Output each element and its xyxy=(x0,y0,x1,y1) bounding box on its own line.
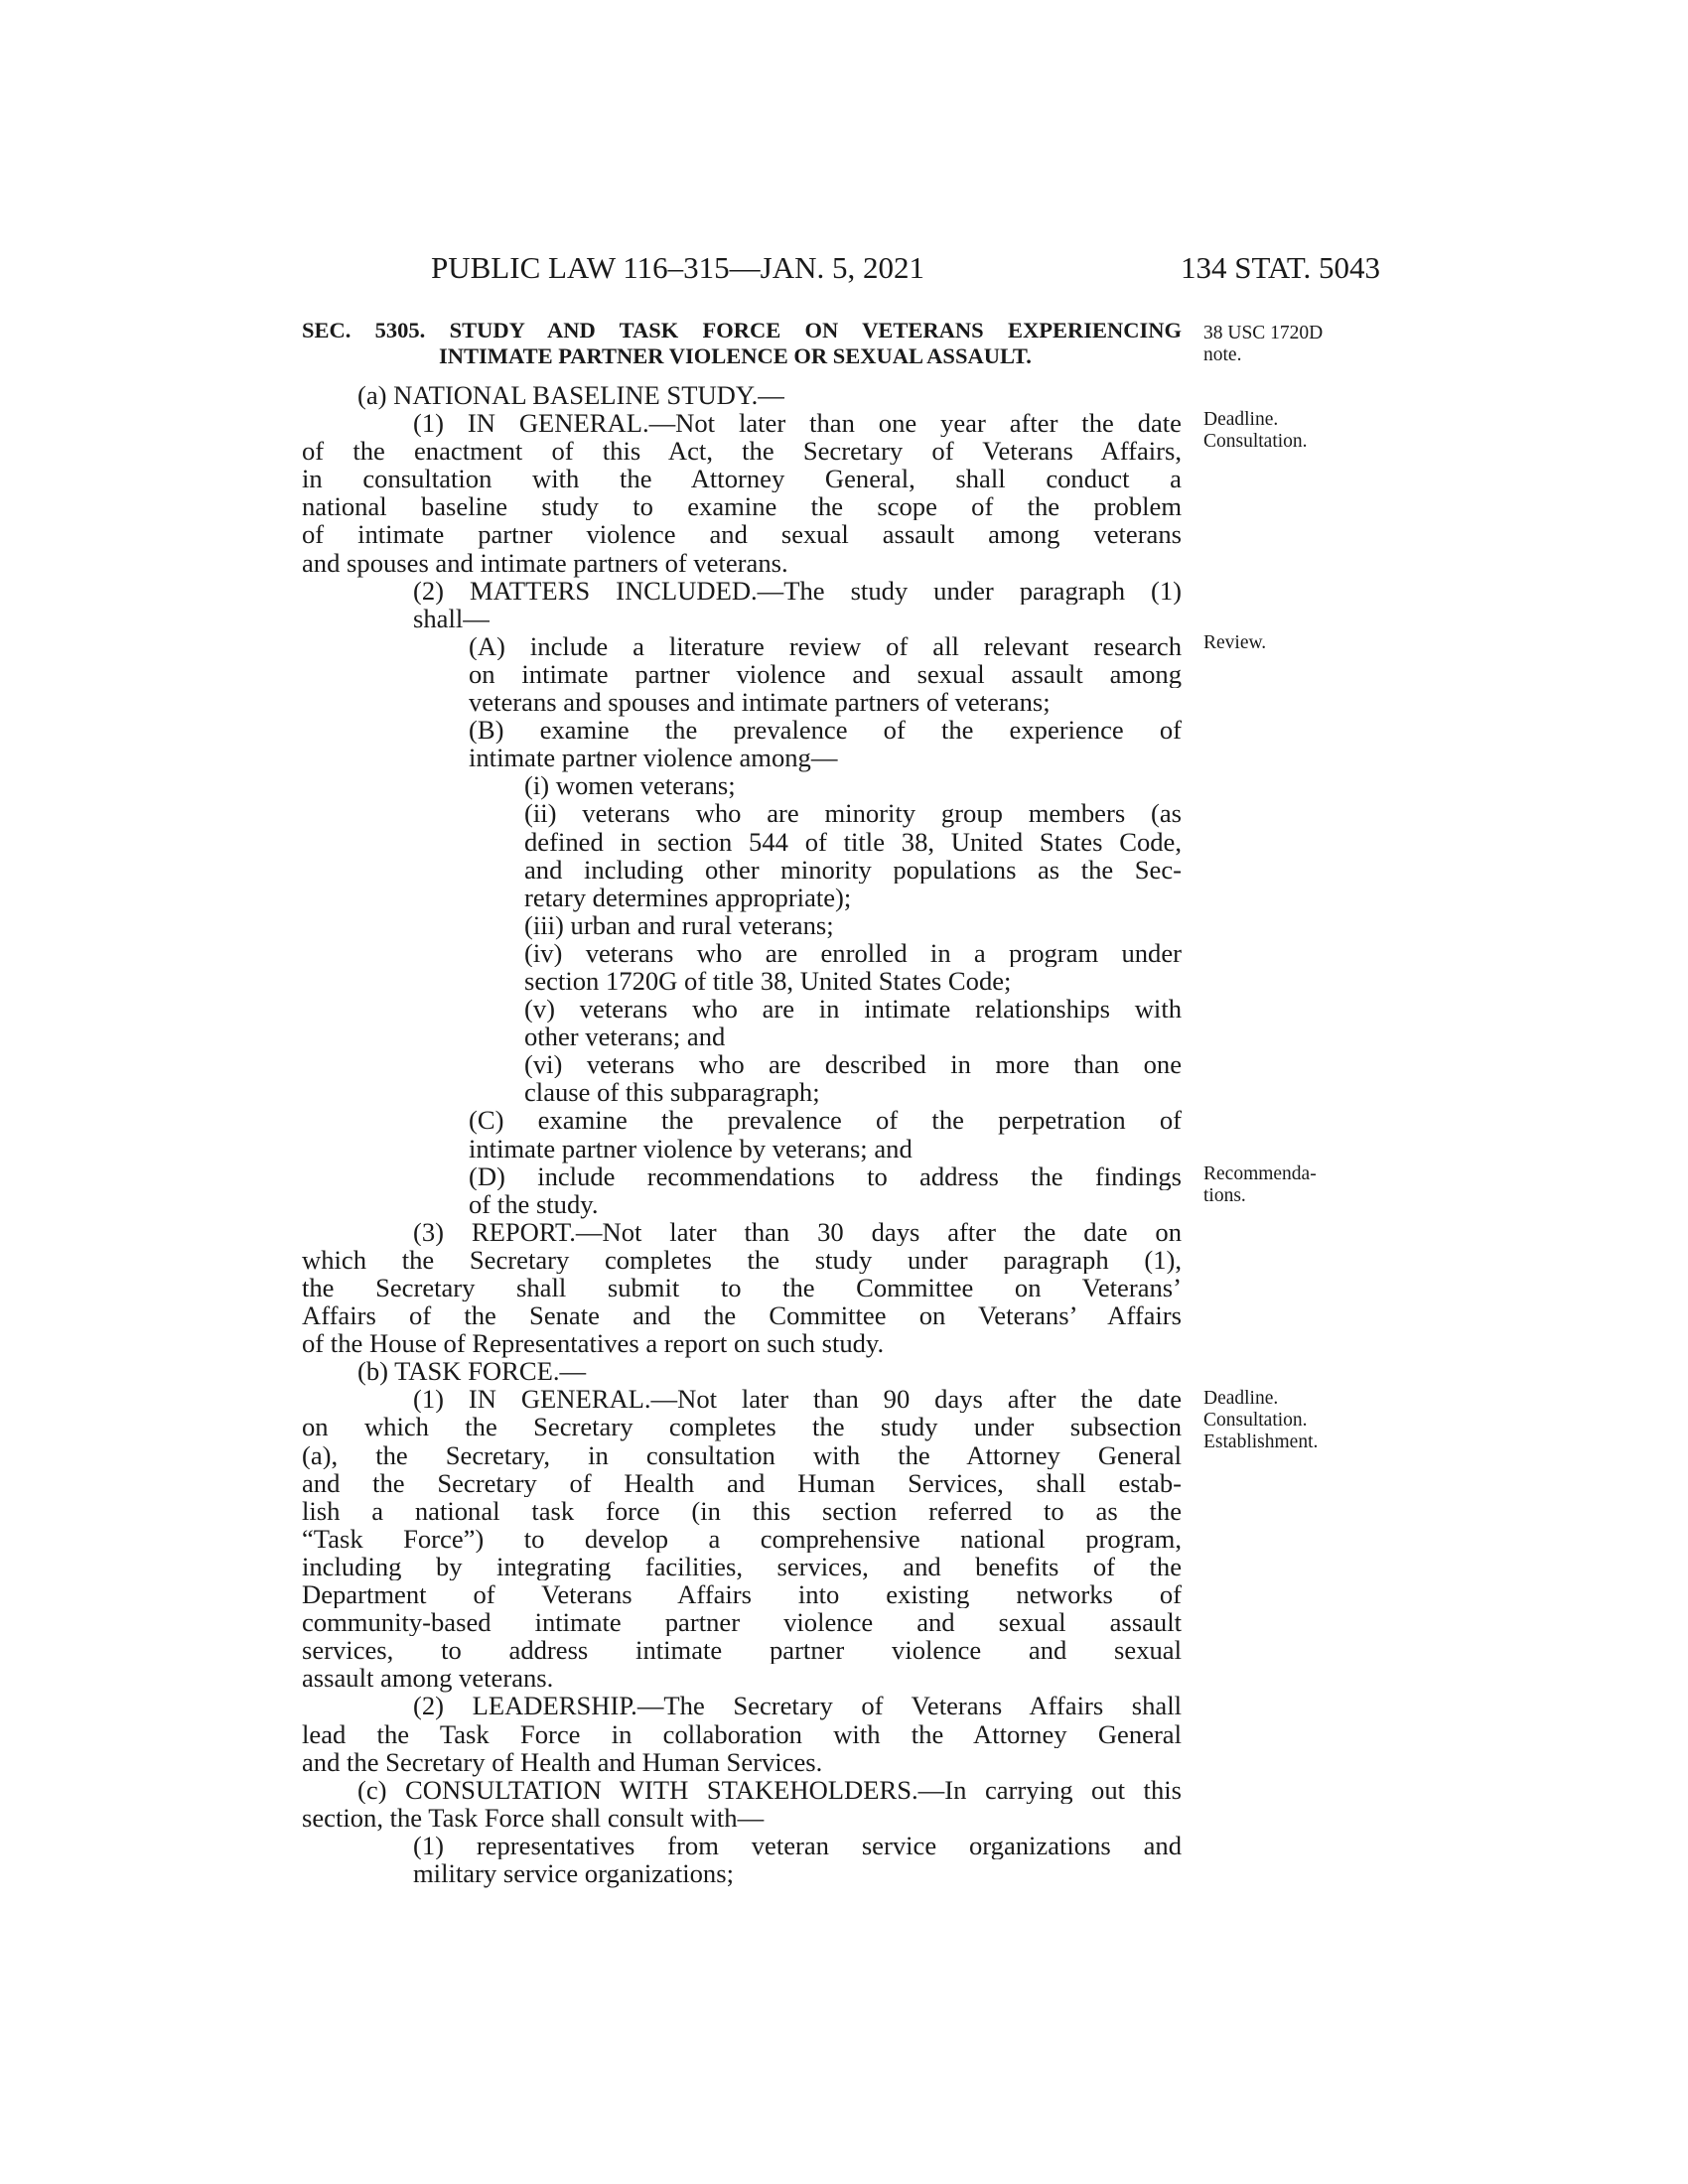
text-line: defined in section 544 of title 38, United States Code, xyxy=(524,827,1182,856)
text-line: in consultation with the Attorney General, shall conduct a xyxy=(302,465,1182,493)
text-line: (1) IN GENERAL.—Not later than one year after the date xyxy=(413,409,1182,438)
text-line: (iii) urban and rural veterans; xyxy=(524,909,834,940)
text-line: (v) veterans who are in intimate relationships with xyxy=(524,995,1182,1024)
text-line: section 1720G of title 38, United States Code; xyxy=(524,965,1012,996)
text-line: and the Secretary of Health and Human Services, shall estab- xyxy=(302,1468,1182,1497)
text-line: lead the Task Force in collaboration with the Attorney General xyxy=(302,1719,1182,1748)
text-line: and including other minority populations as the Sec- xyxy=(524,855,1182,884)
margin-note-line: Review. xyxy=(1203,632,1267,653)
text-line: (2) MATTERS INCLUDED.—The study under paragraph (1) xyxy=(413,576,1182,605)
header-stat-page: 134 STAT. 5043 xyxy=(1180,250,1380,285)
text-line: (C) examine the prevalence of the perpetration of xyxy=(469,1106,1182,1135)
text-line: section, the Task Force shall consult with— xyxy=(302,1802,765,1833)
text-line: (A) include a literature review of all relevant research xyxy=(469,631,1182,660)
header-public-law: PUBLIC LAW 116–315—JAN. 5, 2021 xyxy=(431,250,924,285)
text-line: and the Secretary of Health and Human Services. xyxy=(302,1746,823,1777)
text-line: clause of this subparagraph; xyxy=(524,1077,820,1108)
margin-note-line: 38 USC 1720D xyxy=(1203,323,1324,343)
text-line: intimate partner violence by veterans; and xyxy=(469,1133,913,1163)
text-line: of intimate partner violence and sexual assault among veterans xyxy=(302,520,1182,549)
text-line: (B) examine the prevalence of the experience of xyxy=(469,716,1182,745)
margin-note-line: note. xyxy=(1203,344,1242,365)
text-line: (b) TASK FORCE.— xyxy=(357,1356,587,1387)
text-line: military service organizations; xyxy=(413,1857,734,1888)
text-line: of the enactment of this Act, the Secretary of Veterans Affairs, xyxy=(302,437,1182,466)
margin-note-line: Deadline. xyxy=(1203,409,1279,430)
section-text xyxy=(302,381,1182,1887)
text-line: which the Secretary completes the study under paragraph (1), xyxy=(302,1245,1182,1274)
margin-note-line: Consultation. xyxy=(1203,1410,1308,1431)
text-line: of the House of Representatives a report on such study. xyxy=(302,1328,885,1359)
text-line: retary determines appropriate); xyxy=(524,882,852,912)
text-line: Affairs of the Senate and the Committee on Veterans’ Affairs xyxy=(302,1301,1182,1330)
text-line: on intimate partner violence and sexual assault among xyxy=(469,659,1182,689)
margin-note-line: Establishment. xyxy=(1203,1432,1319,1452)
text-line: (iv) veterans who are enrolled in a program under xyxy=(524,938,1182,967)
text-line: (3) REPORT.—Not later than 30 days after the date on xyxy=(413,1217,1182,1246)
text-line: national baseline study to examine the scope of the problem xyxy=(302,492,1182,521)
text-line: (i) women veterans; xyxy=(524,770,736,801)
text-line: (c) CONSULTATION WITH STAKEHOLDERS.—In carrying out this xyxy=(357,1775,1182,1804)
margin-note-line: tions. xyxy=(1203,1185,1246,1206)
text-line: on which the Secretary completes the study under subsection xyxy=(302,1413,1182,1441)
margin-note-line: Deadline. xyxy=(1203,1388,1279,1409)
text-line: (ii) veterans who are minority group members (as xyxy=(524,799,1182,828)
margin-note-citation xyxy=(1203,323,1323,366)
text-line: community-based intimate partner violence and sexual assault xyxy=(302,1608,1182,1637)
margin-note-review xyxy=(1203,632,1266,654)
text-line: (a) NATIONAL BASELINE STUDY.— xyxy=(357,380,784,410)
text-line: of the study. xyxy=(469,1188,599,1219)
margin-note-deadline-consultation-establishment xyxy=(1203,1388,1318,1453)
margin-note-line: Consultation. xyxy=(1203,431,1308,452)
margin-note-line: Recommenda- xyxy=(1203,1163,1317,1184)
margin-note-recommendations xyxy=(1203,1163,1317,1207)
section-heading-line-1: SEC. 5305. STUDY AND TASK FORCE ON VETERANS EXPERIENCING xyxy=(302,318,1182,342)
text-line: veterans and spouses and intimate partners of veterans; xyxy=(469,687,1051,718)
text-line: (1) IN GENERAL.—Not later than 90 days after the date xyxy=(413,1385,1182,1414)
text-line: intimate partner violence among— xyxy=(469,743,838,773)
text-line: “Task Force”) to develop a comprehensive national program, xyxy=(302,1524,1182,1553)
text-line: including by integrating facilities, services, and benefits of the xyxy=(302,1552,1182,1581)
text-line: lish a national task force (in this section referred to as the xyxy=(302,1496,1182,1525)
text-line: other veterans; and xyxy=(524,1022,726,1052)
text-line: (vi) veterans who are described in more than one xyxy=(524,1050,1182,1079)
running-header xyxy=(302,250,1380,290)
text-line: (1) representatives from veteran service organizations and xyxy=(413,1831,1182,1859)
text-line: the Secretary shall submit to the Committee on Veterans’ xyxy=(302,1274,1182,1302)
text-line: Department of Veterans Affairs into existing networks of xyxy=(302,1580,1182,1609)
margin-note-deadline-consultation xyxy=(1203,409,1308,453)
text-line: (a), the Secretary, in consultation with the Attorney General xyxy=(302,1440,1182,1469)
section-heading-line-2: INTIMATE PARTNER VIOLENCE OR SEXUAL ASSAULT. xyxy=(439,343,1032,368)
text-line: services, to address intimate partner violence and sexual xyxy=(302,1636,1182,1665)
text-line: (2) LEADERSHIP.—The Secretary of Veterans Affairs shall xyxy=(413,1692,1182,1720)
text-line: assault among veterans. xyxy=(302,1663,554,1694)
text-line: (D) include recommendations to address the findings xyxy=(469,1161,1182,1190)
text-line: shall— xyxy=(413,603,490,633)
text-line: and spouses and intimate partners of veterans. xyxy=(302,547,788,578)
